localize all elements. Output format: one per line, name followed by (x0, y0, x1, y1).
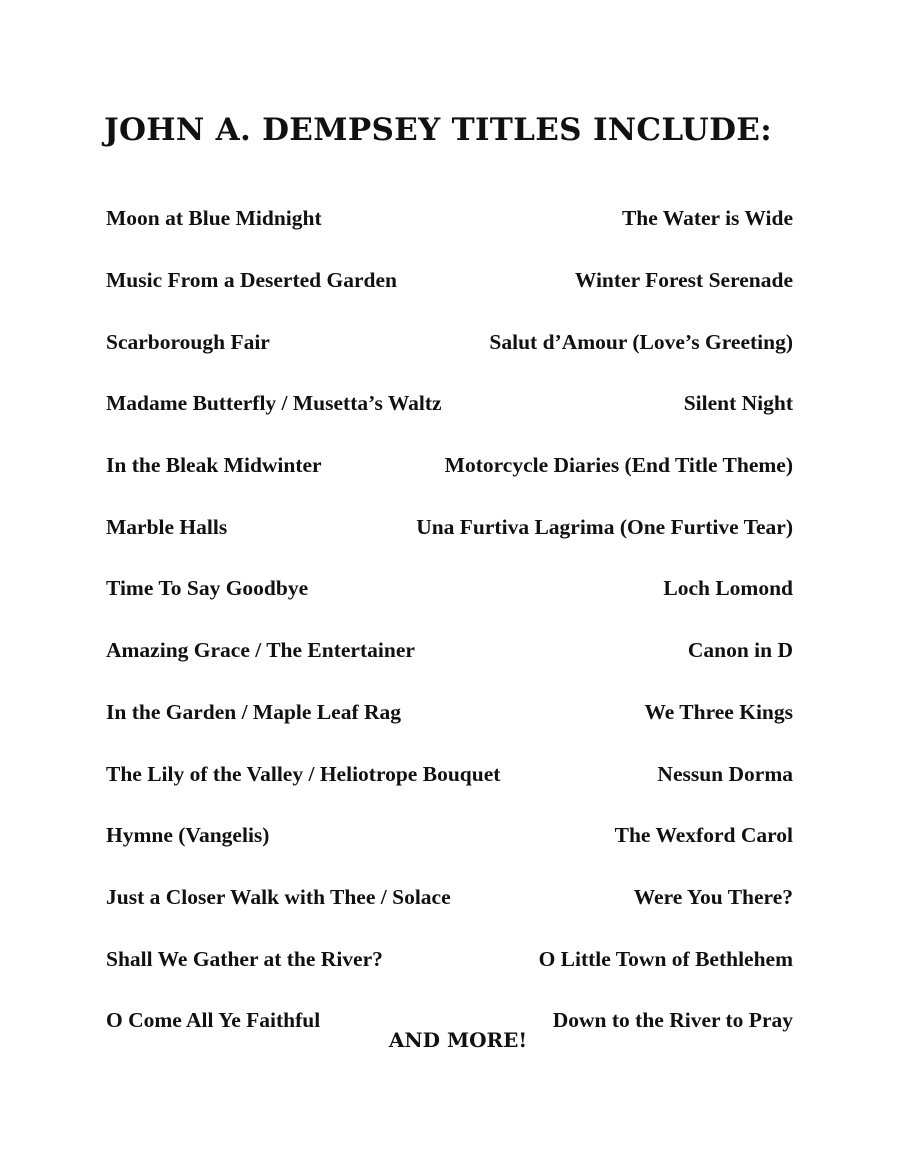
title-right: Una Furtiva Lagrima (One Furtive Tear) (416, 514, 793, 539)
title-left: Shall We Gather at the River? (106, 946, 383, 971)
title-right: The Water is Wide (621, 206, 793, 231)
title-row (106, 435, 793, 497)
title-row (106, 805, 793, 867)
title-right: Salut d’Amour (Love’s Greeting) (489, 329, 793, 354)
title-row (106, 928, 793, 990)
title-right: Winter Forest Serenade (574, 268, 793, 293)
title-row (106, 867, 793, 929)
title-row (106, 558, 793, 620)
title-right: Loch Lomond (663, 576, 793, 601)
title-row (106, 311, 793, 373)
page-title: JOHN A. DEMPSEY TITLES INCLUDE: (104, 112, 772, 148)
title-right: Silent Night (683, 391, 793, 416)
title-right: O Little Town of Bethlehem (538, 946, 793, 971)
title-left: The Lily of the Valley / Heliotrope Bouquet (106, 761, 501, 786)
title-right: Motorcycle Diaries (End Title Theme) (444, 453, 793, 478)
title-right: The Wexford Carol (614, 823, 793, 848)
title-right: Were You There? (633, 884, 793, 909)
title-left: Music From a Deserted Garden (106, 268, 397, 293)
and-more-footer: AND MORE! (388, 1028, 528, 1052)
title-row (106, 188, 793, 250)
title-left: In the Garden / Maple Leaf Rag (106, 699, 402, 724)
title-left: Madame Butterfly / Musetta’s Waltz (106, 391, 442, 416)
title-left: Scarborough Fair (106, 329, 270, 354)
title-right: Down to the River to Pray (552, 1008, 793, 1033)
title-left: Time To Say Goodbye (106, 576, 309, 601)
title-left: Marble Halls (106, 514, 228, 539)
title-right: Canon in D (687, 638, 793, 663)
title-right: Nessun Dorma (657, 761, 793, 786)
title-left: In the Bleak Midwinter (106, 453, 322, 478)
title-row (106, 496, 793, 558)
title-row (106, 250, 793, 312)
title-left: O Come All Ye Faithful (106, 1008, 321, 1033)
title-left: Moon at Blue Midnight (106, 206, 322, 231)
title-left: Hymne (Vangelis) (106, 823, 270, 848)
title-right: We Three Kings (644, 699, 793, 724)
title-row (106, 682, 793, 744)
title-left: Amazing Grace / The Entertainer (106, 638, 415, 663)
title-row (106, 373, 793, 435)
title-left: Just a Closer Walk with Thee / Solace (106, 884, 451, 909)
title-row (106, 620, 793, 682)
title-row (106, 743, 793, 805)
titles-list (106, 188, 793, 1052)
